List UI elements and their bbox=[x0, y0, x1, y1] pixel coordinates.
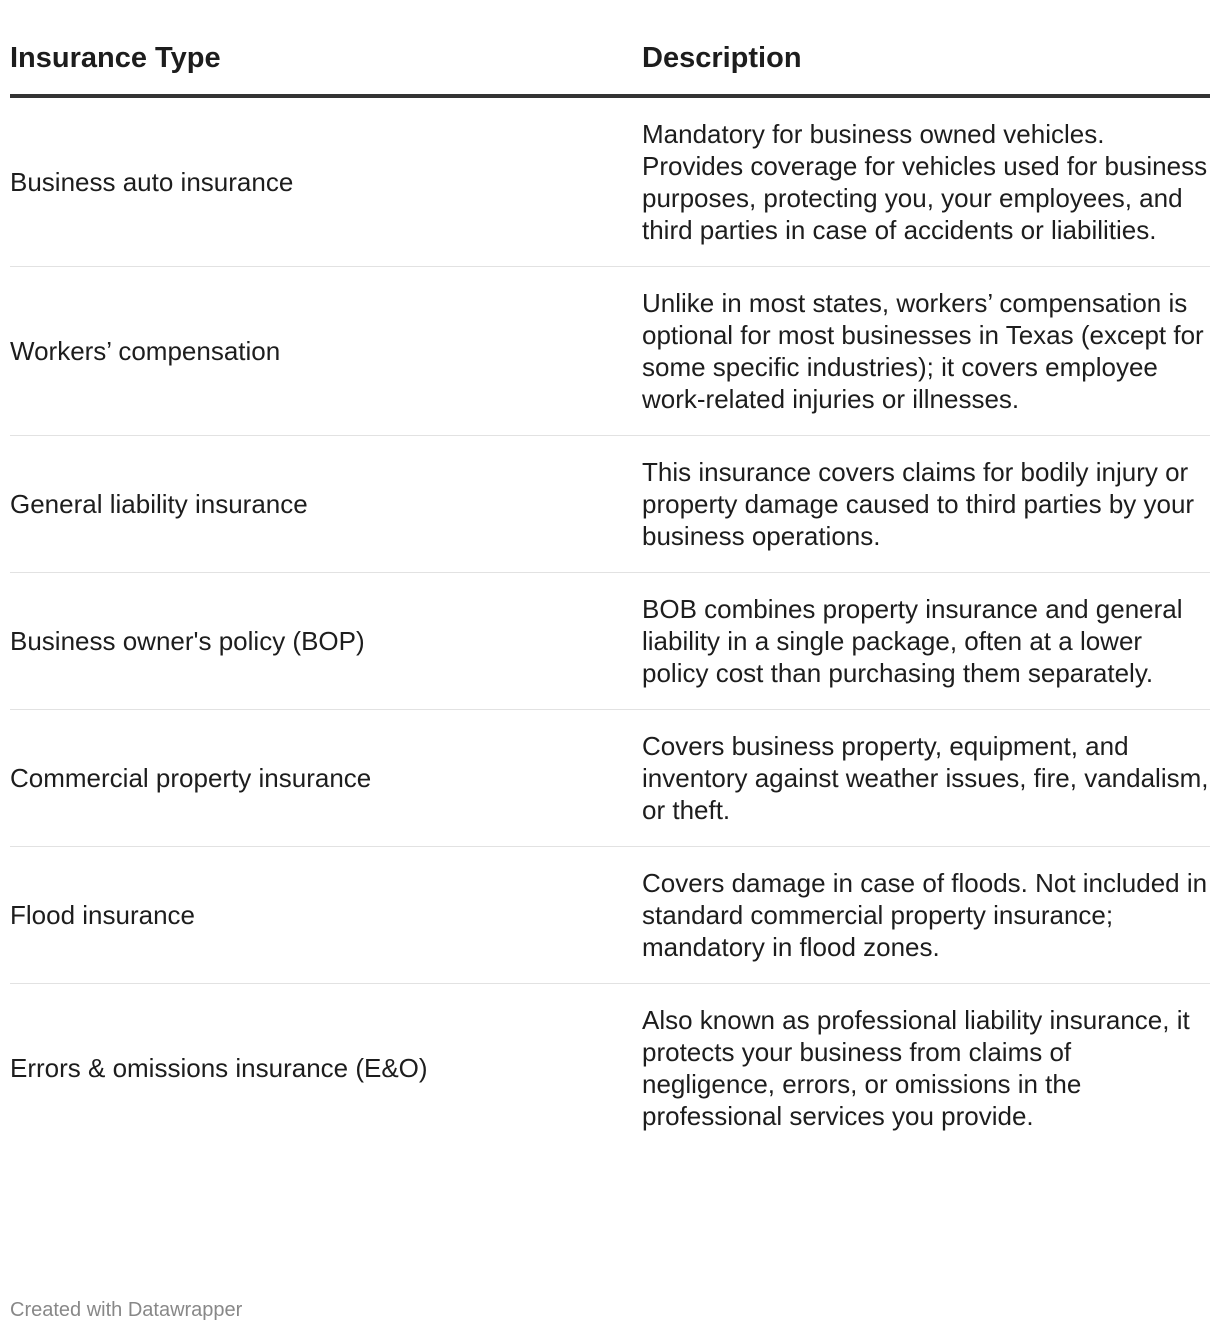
description-cell: Also known as professional liability insurance, it protects your business from claims of negligence, errors, or omissions in the professional services you provide. bbox=[642, 1005, 1190, 1131]
table-row bbox=[10, 573, 1210, 710]
table-row bbox=[10, 984, 1210, 1152]
insurance-type-cell: Flood insurance bbox=[10, 900, 195, 930]
header-description: Description bbox=[642, 42, 802, 74]
description-cell: Covers business property, equipment, and inventory against weather issues, fire, vandalism, or theft. bbox=[642, 731, 1209, 825]
description-cell: This insurance covers claims for bodily injury or property damage caused to third parties by your business operations. bbox=[642, 457, 1195, 551]
insurance-type-cell: Business auto insurance bbox=[10, 167, 294, 197]
table-header bbox=[10, 0, 1210, 98]
insurance-type-cell: Commercial property insurance bbox=[10, 763, 372, 793]
insurance-type-cell: General liability insurance bbox=[10, 489, 308, 519]
description-cell: BOB combines property insurance and general liability in a single package, often at a lower policy cost than purchasing them separately. bbox=[642, 594, 1183, 688]
description-cell: Unlike in most states, workers’ compensation is optional for most businesses in Texas (except for some specific industries); it covers employee work-related injuries or illnesses. bbox=[642, 288, 1204, 414]
table-row bbox=[10, 847, 1210, 984]
table-row bbox=[10, 98, 1210, 267]
description-cell: Covers damage in case of floods. Not included in standard commercial property insurance; mandatory in flood zones. bbox=[642, 868, 1208, 962]
datawrapper-credit: Created with Datawrapper bbox=[10, 1299, 243, 1321]
insurance-type-cell: Workers’ compensation bbox=[10, 336, 281, 366]
description-cell: Mandatory for business owned vehicles. Provides coverage for vehicles used for business purposes, protecting you, your employees, and third parties in case of accidents or liabilities. bbox=[642, 119, 1208, 245]
insurance-type-cell: Business owner's policy (BOP) bbox=[10, 626, 365, 656]
insurance-table bbox=[10, 0, 1210, 1152]
table-row bbox=[10, 436, 1210, 573]
header-insurance-type: Insurance Type bbox=[10, 42, 221, 74]
insurance-type-cell: Errors & omissions insurance (E&O) bbox=[10, 1053, 428, 1083]
table-row bbox=[10, 267, 1210, 436]
table-row bbox=[10, 710, 1210, 847]
